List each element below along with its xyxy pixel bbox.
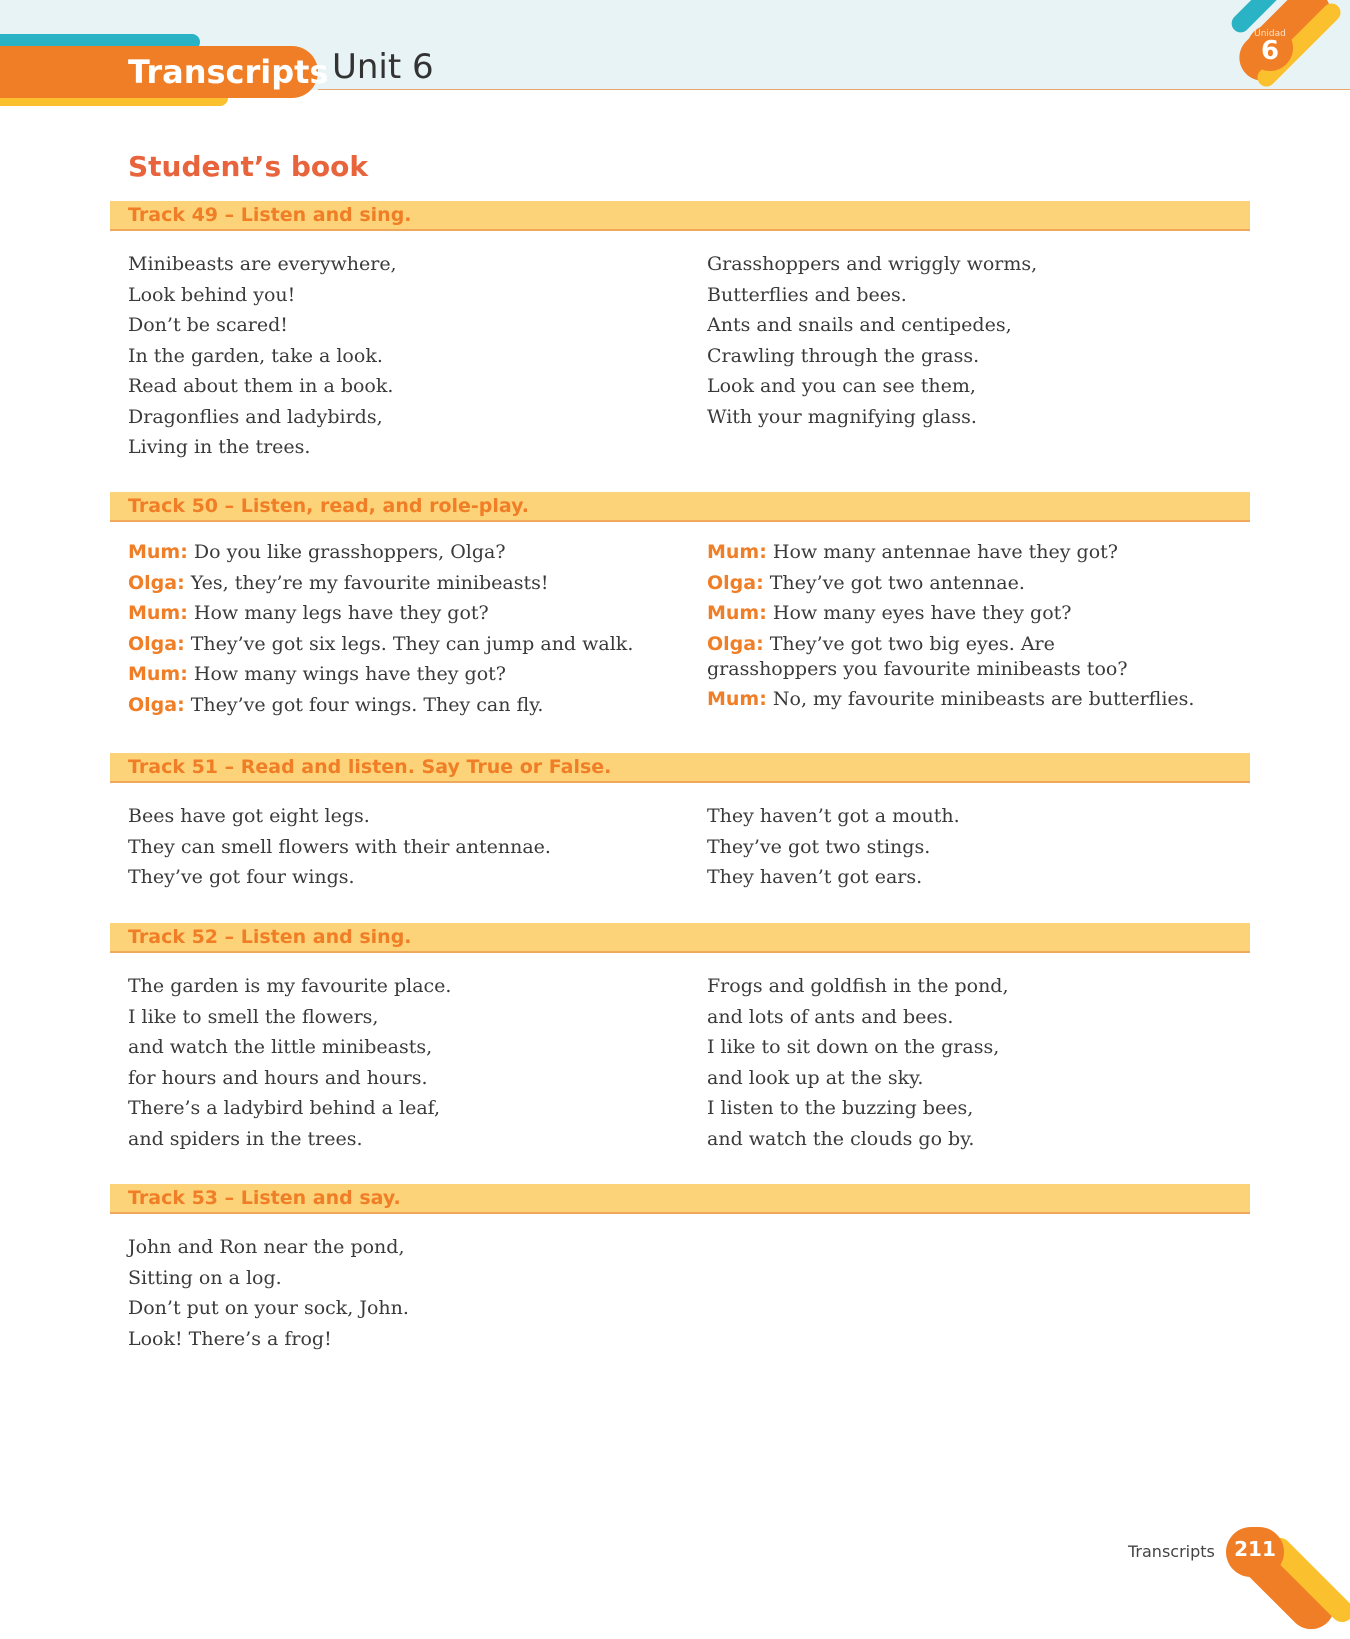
page-title: Transcripts bbox=[128, 53, 329, 91]
dialogue-text: Do you like grasshoppers, Olga? bbox=[193, 541, 506, 563]
lyric-line: Look and you can see them, bbox=[707, 375, 976, 397]
lyric-line: Butterflies and bees. bbox=[707, 283, 907, 306]
speaker-label: Olga: bbox=[707, 571, 764, 594]
speaker-label: Mum: bbox=[707, 688, 767, 710]
unit-title: Unit 6 bbox=[332, 47, 434, 87]
dialogue-line bbox=[707, 571, 1247, 596]
unit-badge-label: Unidad bbox=[1254, 29, 1286, 39]
track-heading-bar bbox=[110, 201, 1250, 231]
track-heading: Track 51 – Read and listen. Say True or False. bbox=[128, 756, 612, 778]
track-heading-bar bbox=[110, 753, 1250, 783]
left-column bbox=[128, 540, 668, 723]
lyric-line: Don’t be scared! bbox=[128, 314, 288, 336]
lyric-line: and watch the clouds go by. bbox=[707, 1127, 975, 1150]
right-column bbox=[707, 971, 1247, 1154]
track-block bbox=[110, 923, 1250, 1150]
track-block bbox=[110, 1184, 1250, 1350]
dialogue-text: They’ve got four wings. They can fly. bbox=[190, 693, 544, 716]
dialogue-text: They’ve got two antennae. bbox=[769, 571, 1025, 594]
lyric-line: I like to smell the flowers, bbox=[128, 1005, 379, 1028]
lyric-line: There’s a ladybird behind a leaf, bbox=[128, 1097, 441, 1119]
dialogue-text: They’ve got two big eyes. Are grasshoppers you favourite minibeasts too? bbox=[707, 632, 1128, 680]
track-heading-bar bbox=[110, 923, 1250, 953]
text-line: They haven’t got ears. bbox=[707, 866, 923, 888]
lyric-line: and watch the little minibeasts, bbox=[128, 1036, 433, 1058]
text-line: They’ve got four wings. bbox=[128, 866, 355, 888]
dialogue-text: They’ve got six legs. They can jump and walk. bbox=[190, 632, 634, 655]
dialogue-line bbox=[128, 632, 668, 657]
lyric-line: Read about them in a book. bbox=[128, 375, 394, 397]
speaker-label: Mum: bbox=[707, 541, 767, 563]
text-line: Bees have got eight legs. bbox=[128, 805, 370, 827]
page-number: 211 bbox=[1226, 1527, 1284, 1577]
dialogue-line bbox=[128, 571, 668, 596]
track-heading: Track 53 – Listen and say. bbox=[128, 1187, 401, 1209]
text-line: They haven’t got a mouth. bbox=[707, 805, 960, 827]
lyric-line: and look up at the sky. bbox=[707, 1066, 924, 1089]
track-block bbox=[110, 492, 1250, 716]
dialogue-line bbox=[707, 632, 1187, 682]
text-line: Look! There’s a frog! bbox=[128, 1327, 332, 1350]
lyric-line: I listen to the buzzing bees, bbox=[707, 1097, 974, 1119]
lyric-line: and lots of ants and bees. bbox=[707, 1005, 954, 1028]
text-line: Sitting on a log. bbox=[128, 1266, 282, 1289]
text-line: John and Ron near the pond, bbox=[128, 1236, 405, 1258]
speaker-label: Mum: bbox=[128, 602, 188, 624]
dialogue-line bbox=[128, 601, 668, 626]
lyric-line: Crawling through the grass. bbox=[707, 344, 980, 367]
dialogue-line bbox=[707, 601, 1247, 626]
footer-label: Transcripts bbox=[1128, 1542, 1215, 1561]
text-line: Don’t put on your sock, John. bbox=[128, 1297, 409, 1319]
lyric-line: I like to sit down on the grass, bbox=[707, 1036, 1000, 1058]
track-heading: Track 52 – Listen and sing. bbox=[128, 926, 412, 948]
right-column bbox=[707, 540, 1247, 718]
lyric-line: for hours and hours and hours. bbox=[128, 1066, 428, 1089]
lyric-line: Living in the trees. bbox=[128, 436, 311, 458]
text-line: They’ve got two stings. bbox=[707, 835, 931, 858]
speaker-label: Mum: bbox=[128, 541, 188, 563]
lyric-line: and spiders in the trees. bbox=[128, 1127, 363, 1150]
dialogue-text: How many legs have they got? bbox=[193, 602, 489, 624]
lyric-line: The garden is my favourite place. bbox=[128, 975, 452, 997]
left-column bbox=[128, 971, 668, 1154]
track-heading: Track 49 – Listen and sing. bbox=[128, 204, 412, 226]
unit-badge-number: 6 bbox=[1260, 36, 1280, 66]
section-heading: Student’s book bbox=[128, 150, 369, 183]
unit-badge bbox=[1247, 25, 1293, 71]
speaker-label: Olga: bbox=[128, 693, 185, 716]
track-heading: Track 50 – Listen, read, and role-play. bbox=[128, 495, 529, 517]
left-column bbox=[128, 249, 668, 463]
dialogue-text: How many wings have they got? bbox=[193, 663, 506, 685]
right-column bbox=[707, 801, 1247, 893]
lyric-line: Minibeasts are everywhere, bbox=[128, 253, 397, 275]
text-line: They can smell flowers with their antennae. bbox=[128, 835, 551, 858]
dialogue-line bbox=[128, 540, 668, 565]
lyric-line: Look behind you! bbox=[128, 283, 296, 306]
track-block bbox=[110, 753, 1250, 888]
speaker-label: Olga: bbox=[707, 632, 764, 655]
left-column bbox=[128, 801, 668, 893]
left-column bbox=[128, 1232, 668, 1354]
title-pill bbox=[0, 46, 329, 98]
speaker-label: Olga: bbox=[128, 632, 185, 655]
dialogue-line bbox=[707, 540, 1247, 565]
dialogue-text: Yes, they’re my favourite minibeasts! bbox=[190, 571, 549, 594]
header-rule bbox=[318, 89, 1350, 90]
dialogue-line bbox=[128, 693, 668, 718]
track-block bbox=[110, 201, 1250, 458]
right-column bbox=[707, 249, 1247, 432]
track-heading-bar bbox=[110, 492, 1250, 522]
dialogue-text: How many antennae have they got? bbox=[772, 541, 1118, 563]
dialogue-text: How many eyes have they got? bbox=[772, 602, 1072, 624]
lyric-line: With your magnifying glass. bbox=[707, 405, 977, 428]
lyric-line: Frogs and goldfish in the pond, bbox=[707, 975, 1009, 997]
speaker-label: Mum: bbox=[128, 663, 188, 685]
lyric-line: In the garden, take a look. bbox=[128, 344, 383, 367]
lyric-line: Grasshoppers and wriggly worms, bbox=[707, 253, 1038, 275]
speaker-label: Olga: bbox=[128, 571, 185, 594]
lyric-line: Ants and snails and centipedes, bbox=[707, 314, 1012, 336]
track-heading-bar bbox=[110, 1184, 1250, 1214]
dialogue-text: No, my favourite minibeasts are butterflies. bbox=[772, 688, 1195, 710]
speaker-label: Mum: bbox=[707, 602, 767, 624]
dialogue-line bbox=[128, 662, 668, 687]
dialogue-line bbox=[707, 687, 1247, 712]
lyric-line: Dragonflies and ladybirds, bbox=[128, 405, 383, 428]
